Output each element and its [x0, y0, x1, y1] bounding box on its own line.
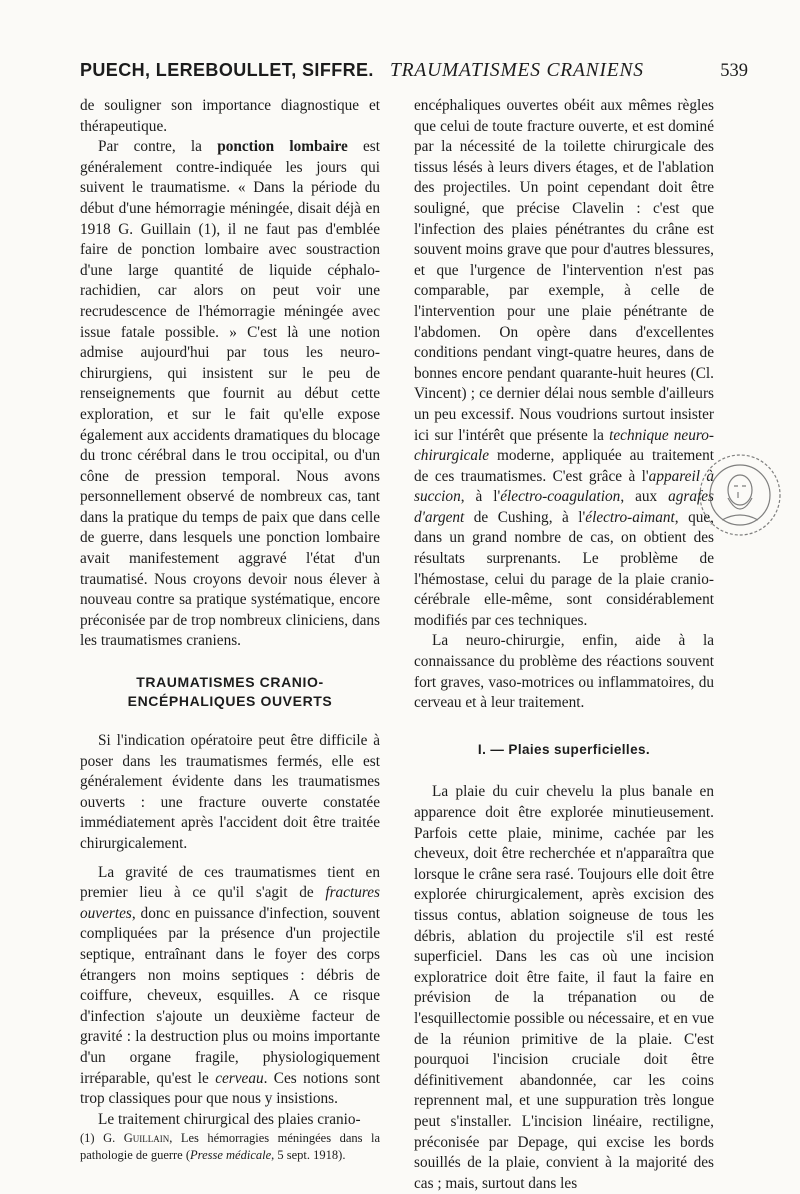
section-heading: I. — Plaies superficielles.: [477, 741, 651, 757]
text-run: , aux: [620, 488, 669, 506]
header-authors: PUECH, LEREBOULLET, SIFFRE.: [80, 60, 374, 80]
italic-term: appareil à succion: [414, 467, 714, 506]
paragraph: La neuro-chirurgie, enfin, aide à la connaissance du problème des réactions souvent fort graves, vaso-motrices ou inflammatoires, du cerveau et à leur traitement.: [414, 632, 714, 712]
italic-term: technique neuro-chirurgicale: [414, 426, 714, 465]
text-run: Par contre, la: [98, 138, 218, 156]
text-run: La gravité de ces traumatismes tient en premier lieu à ce qu'il s'agit de: [80, 863, 380, 902]
left-column: [80, 96, 380, 1164]
footnote: [80, 1130, 380, 1164]
footnote-author: G. Guillain: [103, 1131, 170, 1146]
text-run: , Les hémorragies méningées dans la pathologie de guerre (: [80, 1131, 380, 1163]
paragraph: Le traitement chirurgical des plaies cranio-: [98, 1110, 361, 1128]
paragraph: Si l'indication opératoire peut être difficile à poser dans les traumatismes fermés, elle est généralement évidente dans les traumatismes ouverts : une fracture ouverte constatée immédiatement après l'accident doit être traitée chirurgicalement.: [80, 732, 380, 852]
section-heading: TRAUMATISMES CRANIO-ENCÉPHALIQUES OUVERTS: [127, 674, 333, 710]
text-run: est généralement contre-indiquée les jours qui suivent le traumatisme. « Dans la période du début d'une hémorragie méningée, disait déjà en 1918 G. Guillain (1), il ne faut pas d'emblée faire de ponction lombaire avec soustraction d'une large quantité de liquide céphalo-rachidien, car alors on peut voir une recrudescence de l'hémorragie méningée avec issue fatale possible. » C'est là une notion admise aujourd'hui par tous les neuro-chirurgiens, qui insistent sur le peu de renseignements que fournit au début cette exploration, et sur le fait qu'elle expose également aux accidents dramatiques du blocage du tronc cérébral dans le trou occipital, ou d'un cône de pression temporal. Nous avons personnellement observé de nombreux cas, tant dans la pratique du temps de paix que dans celle de guerre, dans lesquels une ponction lombaire avait manifestement aggravé l'état d'un traumatisé. Nous croyons devoir nous élever à nouveau contre sa pratique systématique, encore préconisée par de trop nombreux cliniciens, dans les traumatismes craniens.: [80, 138, 380, 650]
italic-term: électro-coagulation: [500, 488, 621, 506]
bold-term: ponction lombaire: [217, 138, 348, 156]
paragraph: La plaie du cuir chevelu la plus banale en apparence doit être explorée minutieusement. Parfois cette plaie, minime, cachée par les cheveux, doit être recherchée et n'apparaîtra que lorsque le crâne sera rasé. Toujours elle doit être explorée chirurgicalement, après excision des tissus contus, ablation soigneuse de tous les débris, ablation du projectile s'il est resté superficiel. Dans les cas où une incision exploratrice doit être faite, il faut la faire en prévision de la trépanation ou de l'esquillectomie possible ou nécessaire, et en vue de la réunion primitive de la plaie. C'est pourquoi l'incision cruciale doit être définitivement abandonnée, car les coins reprennent mal, et une suppuration très longue peut s'installer. L'incision linéaire, rectiligne, préconisée par Depage, qui excise les bords souillés de la plaie, convient à la majorité des cas ; mais, surtout dans les: [414, 783, 714, 1192]
italic-term: électro-aimant: [585, 508, 675, 526]
italic-term: cerveau: [215, 1069, 264, 1087]
text-run: , donc en puissance d'infection, souvent compliquées par la présence d'un projectile septique, entraînant dans le foyer des corps étrangers non moins septiques : débris de coiffure, cheveux, esquilles. A ce risque d'infection s'ajoute un deuxième facteur de gravité : la destruction plus ou moins importante d'un organe fragile, physiologiquement irréparable, qu'est le: [80, 904, 380, 1087]
footnote-number: (1): [80, 1131, 104, 1146]
text-run: , que, dans un grand nombre de cas, on obtient des résultats surprenants. Le problème de l'hémostase, celui du parage de la plaie cranio-cérébrale elle-même, sont considérablement modifiés par ces techniques.: [414, 508, 714, 629]
library-stamp-portrait-icon: [690, 420, 790, 570]
text-run: encéphaliques ouvertes obéit aux mêmes règles que celui de toute fracture ouverte, et est dominé par la nécessité de la toilette chirurgicale des tissus lésés à leurs divers étages, et de l'ablation des projectiles. Un point cependant doit être souligné, que précise Clavelin : c'est que l'infection des plaies pénétrantes du crâne est souvent moins grave que pour d'autres blessures, et que l'urgence de l'intervention n'est pas comparable, par exemple, à celle de l'intervention pour une plaie pénétrante de l'abdomen. On opère dans d'excellentes conditions pendant vingt-quatre heures, dans de bonnes encore pendant quarante-huit heures (Cl. Vincent) ; ce dernier délai nous semble d'ailleurs un peu excessif. Nous voudrions surtout insister ici sur l'intérêt que présente la: [414, 97, 714, 444]
italic-term: fractures ouvertes: [80, 884, 380, 922]
paragraph-ponction-lombaire: [80, 137, 380, 652]
text-run: , 5 sept. 1918).: [271, 1148, 346, 1163]
text-run: moderne, appliquée au traitement de ces traumatismes. C'est grâce à l': [414, 447, 714, 485]
paragraph: [414, 96, 714, 631]
footnote-journal: Presse médicale: [190, 1148, 272, 1163]
italic-term: agrafes d'argent: [414, 488, 714, 526]
paragraph: [80, 863, 380, 1110]
header-title: TRAUMATISMES CRANIENS: [390, 60, 644, 81]
running-header: [58, 60, 748, 88]
text-run: , à l': [460, 488, 501, 506]
right-column: [414, 96, 714, 1194]
page-number: 539: [720, 61, 748, 81]
paragraph: de souligner son importance diagnostique et thérapeutique.: [80, 97, 380, 135]
text-run: de Cushing, à l': [464, 508, 586, 526]
text-run: . Ces notions sont trop classiques pour que nous y insistions.: [80, 1069, 380, 1108]
